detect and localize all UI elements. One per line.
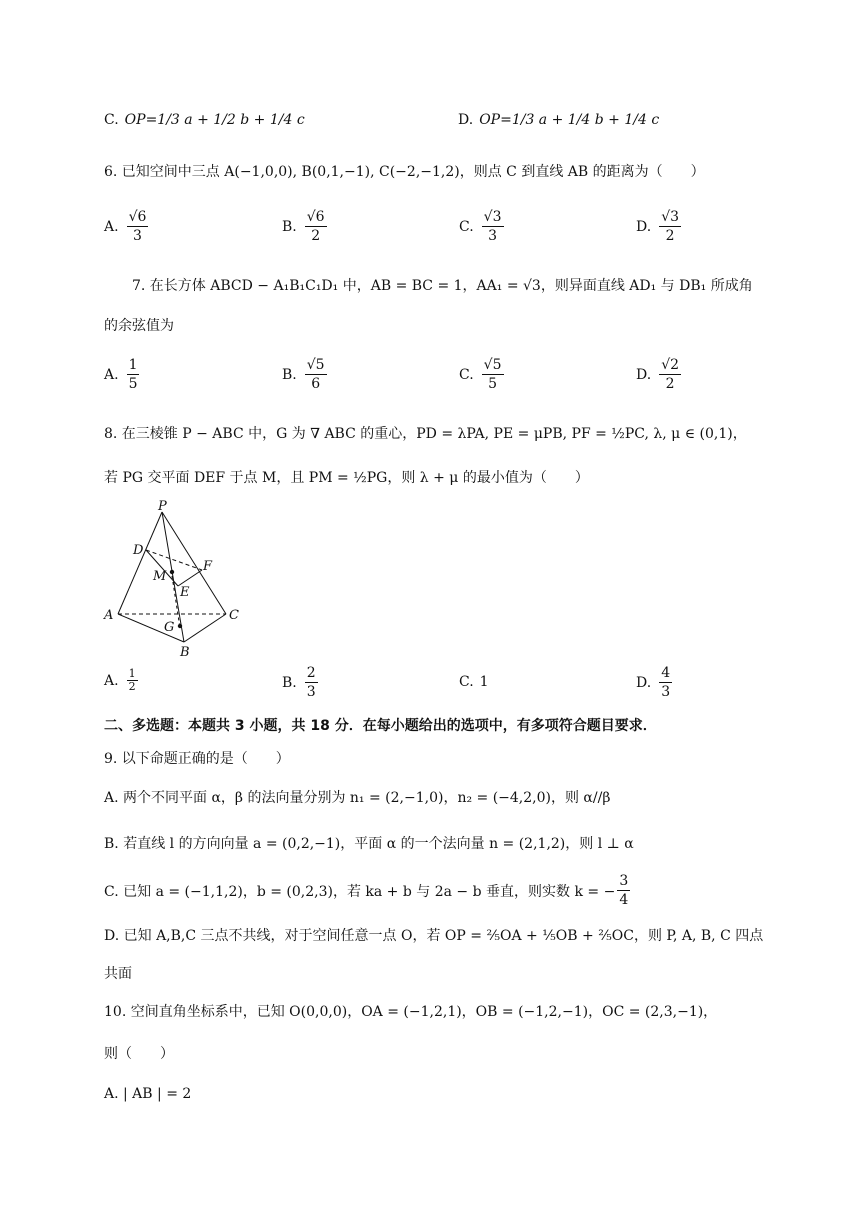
option-fraction: $\frac{3}{4}$: [619, 873, 629, 908]
label-m: M: [153, 569, 167, 584]
q7-stem: 7. 在长方体 ABCD − A₁B₁C₁D₁ 中，AB = BC = 1，AA₁ = √3，则异面直线 AD₁ 与 DB₁ 所成角: [132, 278, 753, 294]
option-fraction: $\frac{2}{3}$: [306, 665, 316, 700]
option-fraction: $\frac{√6}{2}$: [306, 209, 325, 244]
q9-option-d-cont: 共面: [104, 966, 132, 982]
section-heading: 二、多选题：本题共 3 小题，共 18 分．在每小题给出的选项中，有多项符合题目要求．: [104, 718, 657, 734]
q7-stem-cont: 的余弦值为: [104, 318, 174, 334]
option-fraction: $\frac{√3}{3}$: [483, 209, 502, 244]
label-c: C: [229, 608, 239, 623]
option-label: C.: [459, 366, 474, 383]
option-fraction: $\frac{1}{2}$: [128, 667, 136, 693]
option-text: C. 已知 a = (−1,1,2)，b = (0,2,3)，若 ka + b 与 2a − b 垂直，则实数 k = −: [104, 883, 616, 900]
option-label: B.: [282, 674, 297, 691]
q6-option-d: [636, 208, 683, 245]
option-label: C.: [459, 674, 474, 690]
option-expression: OP=1/3 a + 1/4 b + 1/4 c: [479, 112, 660, 128]
point-m: [170, 570, 174, 574]
q6-option-a: [104, 208, 150, 245]
option-label: A.: [104, 366, 119, 383]
option-fraction: $\frac{√5}{5}$: [483, 357, 502, 392]
q10-stem-cont: 则（ ）: [104, 1046, 174, 1062]
q9-option-c: [104, 872, 632, 909]
q7-option-b: [282, 356, 329, 393]
label-d: D: [133, 543, 144, 558]
q5-option-d: [458, 112, 659, 128]
q6-stem: 6. 已知空间中三点 A(−1,0,0), B(0,1,−1), C(−2,−1,2)，则点 C 到直线 AB 的距离为（ ）: [104, 164, 705, 180]
option-fraction: $\frac{√3}{2}$: [661, 209, 680, 244]
q7-option-d: [636, 356, 683, 393]
q8-stem: 8. 在三棱锥 P − ABC 中，G 为 ∇ ABC 的重心，PD = λPA, PE = μPB, PF = ½PC, λ, μ ∈ (0,1)，: [104, 426, 747, 442]
label-g: G: [164, 620, 175, 635]
label-e: E: [180, 585, 190, 600]
label-p: P: [158, 499, 167, 514]
option-expression: OP=1/3 a + 1/2 b + 1/4 c: [124, 112, 305, 128]
q7-option-a: [104, 356, 141, 393]
label-f: F: [203, 559, 213, 574]
option-fraction: $\frac{4}{3}$: [661, 665, 671, 700]
option-label: D.: [636, 674, 652, 691]
option-label: B.: [282, 218, 297, 235]
option-fraction: $\frac{√5}{6}$: [306, 357, 325, 392]
q10-stem: 10. 空间直角坐标系中，已知 O(0,0,0)，OA = (−1,2,1)，OB = (−1,2,−1)，OC = (2,3,−1)，: [104, 1004, 718, 1020]
option-fraction: $\frac{√6}{3}$: [128, 209, 147, 244]
q8-option-a: [104, 668, 140, 693]
option-label: C.: [459, 218, 474, 235]
q9-option-b: B. 若直线 l 的方向向量 a = (0,2,−1)，平面 α 的一个法向量 n = (2,1,2)，则 l ⊥ α: [104, 836, 634, 852]
q6-option-c: [459, 208, 506, 245]
q9-stem: 9. 以下命题正确的是（ ）: [104, 751, 290, 767]
option-label: D.: [458, 112, 474, 128]
label-a: A: [104, 608, 114, 623]
point-g: [178, 624, 182, 628]
option-label: D.: [636, 218, 652, 235]
q8-option-d: [636, 664, 674, 701]
q8-option-c: [459, 674, 489, 690]
q9-option-d: D. 已知 A,B,C 三点不共线，对于空间任意一点 O，若 OP = ⅖OA + ⅕OB + ⅖OC，则 P, A, B, C 四点: [104, 928, 764, 944]
option-label: C.: [104, 112, 119, 128]
option-value: 1: [479, 674, 489, 690]
q9-option-a: A. 两个不同平面 α，β 的法向量分别为 n₁ = (2,−1,0)，n₂ = (−4,2,0)，则 α//β: [104, 790, 611, 806]
option-label: A.: [104, 672, 119, 689]
q8-option-b: [282, 664, 320, 701]
option-label: B.: [282, 366, 297, 383]
q8-stem-cont: 若 PG 交平面 DEF 于点 M，且 PM = ½PG，则 λ + μ 的最小值为（ ）: [104, 470, 589, 486]
option-label: A.: [104, 218, 119, 235]
label-b: B: [180, 645, 190, 660]
q5-option-c: [104, 112, 305, 128]
q10-option-a: A. | AB | = 2: [104, 1086, 192, 1102]
option-fraction: $\frac{1}{5}$: [128, 357, 138, 392]
option-fraction: $\frac{√2}{2}$: [661, 357, 680, 392]
q6-option-b: [282, 208, 329, 245]
q7-option-c: [459, 356, 506, 393]
option-label: D.: [636, 366, 652, 383]
tetrahedron-figure: [100, 498, 260, 666]
